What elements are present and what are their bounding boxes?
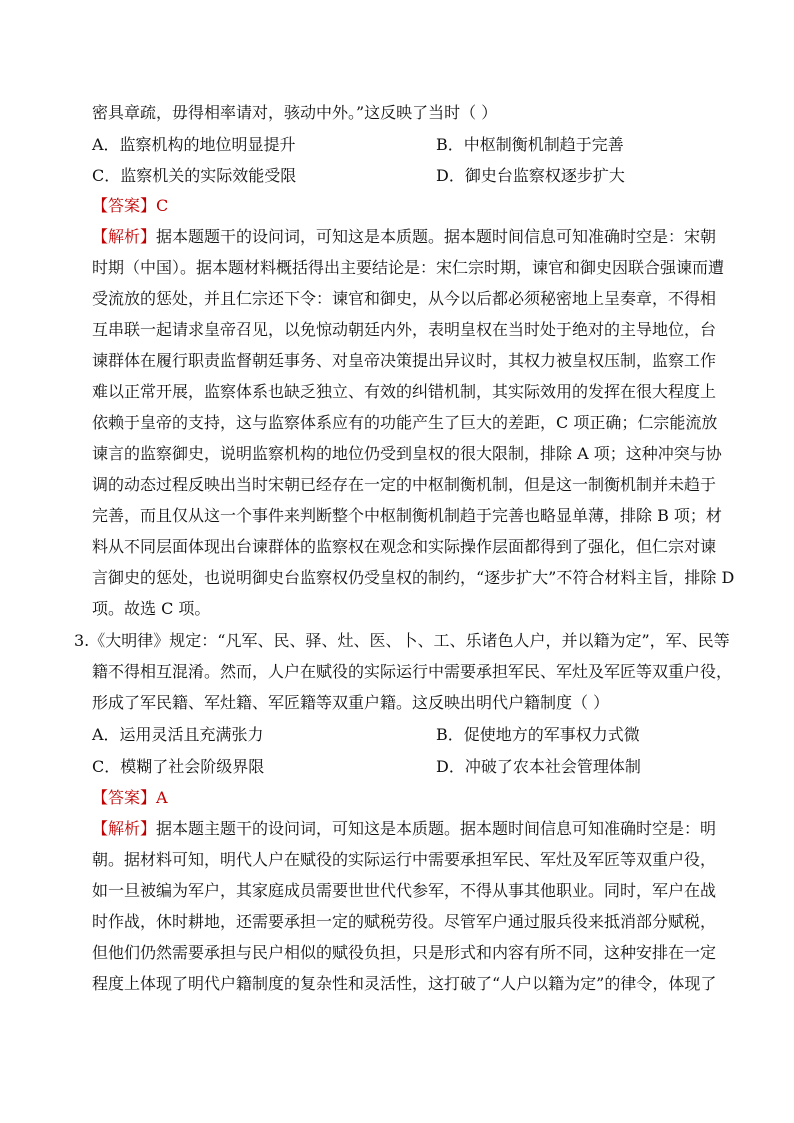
q3-option-c[interactable]: C．模糊了社会阶级界限 — [92, 757, 265, 776]
q3-analysis-line-0 — [92, 819, 716, 839]
q2-analysis-line-10: 料从不同层面体现出台谏群体的监察权在观念和实际操作层面都得到了强化，但仁宗对谏 — [92, 537, 717, 556]
q2-option-c[interactable]: C．监察机关的实际效能受限 — [92, 166, 297, 185]
q3-analysis-line-5: 程度上体现了明代户籍制度的复杂性和灵活性，这打破了“人户以籍为定”的律令，体现了 — [92, 974, 717, 993]
q3-stem-line-0 — [74, 631, 730, 651]
q2-analysis-line-0 — [92, 227, 716, 247]
q3-analysis-line-1: 朝。据材料可知，明代人户在赋役的实际运行中需要承担军民、军灶及军匠等双重户役， — [92, 850, 717, 869]
q2-analysis-line-6: 依赖于皇帝的支持，这与监察体系应有的功能产生了巨大的差距，C 项正确；仁宗能流放 — [92, 413, 718, 432]
q2-option-a[interactable]: A．监察机构的地位明显提升 — [92, 135, 296, 154]
q2-option-d[interactable]: D．御史台监察权逐步扩大 — [436, 166, 625, 185]
q3-analysis-line-4: 但他们仍然需要承担与民户相似的赋役负担，只是形式和内容有所不同，这种安排在一定 — [92, 943, 717, 962]
q2-analysis-label: 【解析】 — [92, 227, 157, 246]
q2-answer-value: C — [156, 196, 169, 215]
q2-analysis-line-9: 完善，而且仅从这一个事件来判断整个中枢制衡机制趋于完善也略显单薄，排除 B 项；材 — [92, 506, 722, 525]
q3-analysis-label: 【解析】 — [92, 819, 157, 838]
q2-analysis-line-5: 难以正常开展，监察体系也缺乏独立、有效的纠错机制，其实际效用的发挥在很大程度上 — [92, 382, 717, 401]
q3-analysis-text: 据本题主题干的设问词，可知这是本质题。据本题时间信息可知准确时空是：明 — [156, 819, 717, 838]
q3-stem-line-2: 形成了军民籍、军灶籍、军匠籍等双重户籍。这反映出明代户籍制度（ ） — [92, 693, 610, 712]
q2-analysis-line-11: 言御史的惩处，也说明御史台监察权仍受皇权的制约，“逐步扩大”不符合材料主旨，排除 D — [92, 568, 735, 587]
q3-analysis-line-2: 如一旦被编为军户，其家庭成员需要世世代代参军，不得从事其他职业。同时，军户在战 — [92, 881, 717, 900]
q2-answer — [92, 196, 168, 216]
q2-stem-tail: 密具章疏，毋得相率请对，骇动中外。”这反映了当时（ ） — [92, 103, 498, 122]
q2-analysis-line-3: 互串联一起请求皇帝召见，以免惊动朝廷内外，表明皇权在当时处于绝对的主导地位，台 — [92, 320, 717, 339]
q3-option-a[interactable]: A．运用灵活且充满张力 — [92, 725, 264, 744]
q3-answer-label: 【答案】 — [92, 788, 157, 807]
q2-analysis-line-8: 调的动态过程反映出当时宋朝已经存在一定的中枢制衡机制，但是这一制衡机制并未趋于 — [92, 475, 717, 494]
q3-answer — [92, 788, 168, 808]
q2-answer-label: 【答案】 — [92, 196, 157, 215]
q3-option-d[interactable]: D．冲破了农本社会管理体制 — [436, 757, 641, 776]
q2-analysis-text: 据本题题干的设问词，可知这是本质题。据本题时间信息可知准确时空是：宋朝 — [156, 227, 717, 246]
q2-analysis-line-7: 谏言的监察御史，说明监察机构的地位仍受到皇权的很大限制，排除 A 项；这种冲突与协 — [92, 444, 722, 463]
q2-option-b[interactable]: B．中枢制衡机制趋于完善 — [436, 135, 624, 154]
q2-analysis-line-12: 项。故选 C 项。 — [92, 599, 211, 618]
q2-analysis-line-4: 谏群体在履行职责监督朝廷事务、对皇帝决策提出异议时，其权力被皇权压制，监察工作 — [92, 351, 717, 370]
q3-option-b[interactable]: B．促使地方的军事权力式微 — [436, 725, 640, 744]
q2-analysis-line-1: 时期（中国）。据本题材料概括得出主要结论是：宋仁宗时期，谏官和御史因联合强谏而遭 — [92, 258, 725, 277]
q2-analysis-line-2: 受流放的惩处，并且仁宗还下令：谏官和御史，从今以后都必须秘密地上呈奏章，不得相 — [92, 289, 717, 308]
q3-answer-value: A — [156, 788, 168, 807]
q3-number: 3. — [74, 631, 90, 650]
q3-stem-text: 《大明律》规定：“凡军、民、驿、灶、医、卜、工、乐诸色人户，并以籍为定”，军、民等 — [89, 631, 730, 650]
q3-analysis-line-3: 时作战，休时耕地，还需要承担一定的赋税劳役。尽管军户通过服兵役来抵消部分赋税， — [92, 912, 717, 931]
q3-stem-line-1: 籍不得相互混淆。然而，人户在赋役的实际运行中需要承担军民、军灶及军匠等双重户役， — [92, 662, 733, 681]
